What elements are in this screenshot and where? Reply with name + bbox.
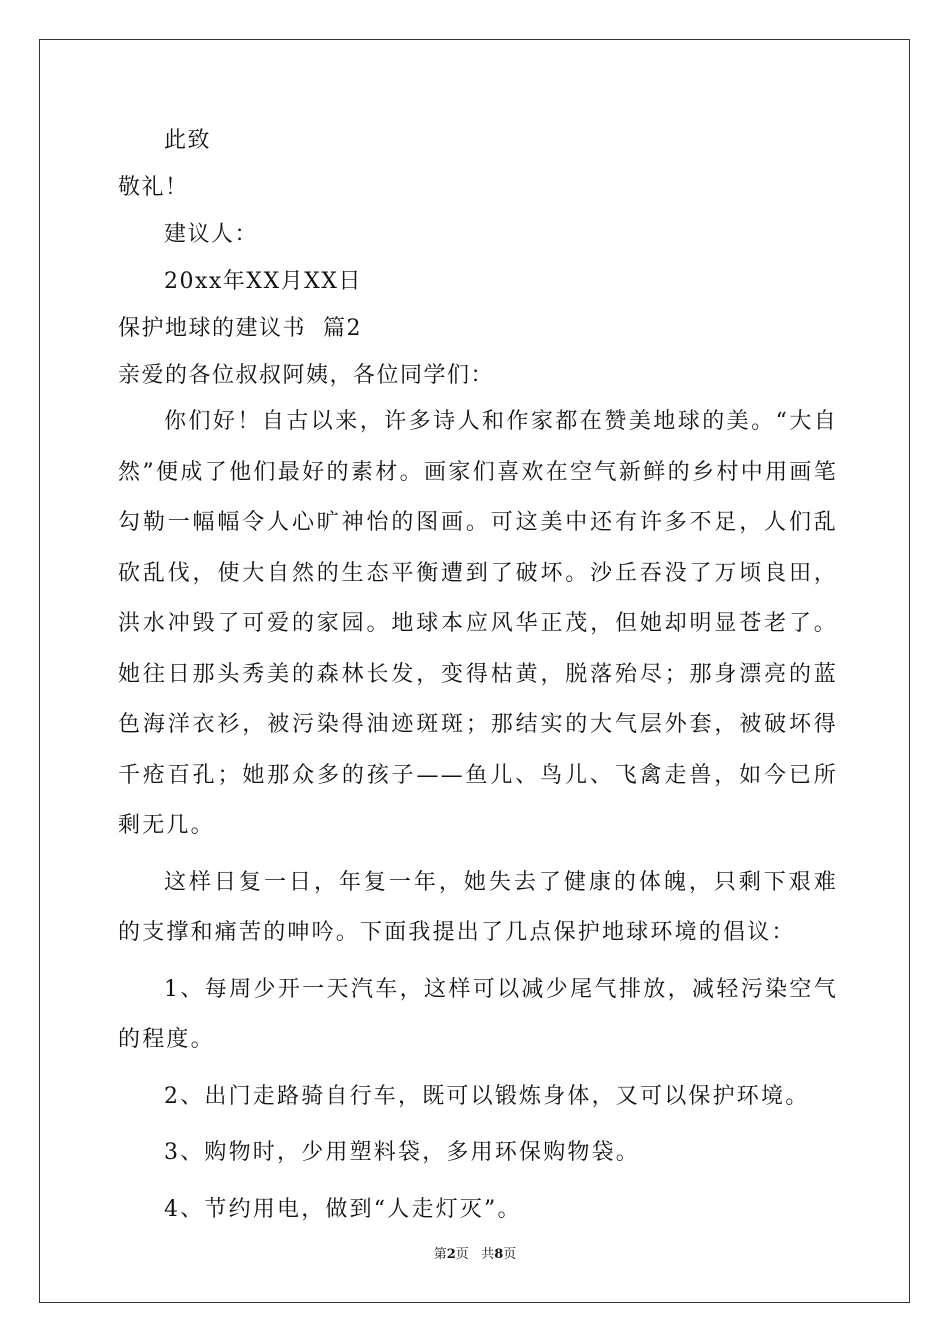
proposal-item-3: 3、购物时，少用塑料袋，多用环保购物袋。 — [164, 1140, 640, 1165]
proposal-item-1: 1、每周少开一天汽车，这样可以减少尾气排放，减轻污染空气的程度。 — [118, 976, 838, 1052]
closing-regards: 敬礼！ — [118, 175, 189, 200]
proposal-item-4: 4、节约用电，做到“人走灯灭”。 — [164, 1196, 522, 1222]
total-prefix: 共 — [481, 1247, 495, 1262]
total-suffix: 页 — [503, 1247, 517, 1262]
page-suffix: 页 — [455, 1247, 469, 1262]
closing-salutation: 此致 — [164, 128, 212, 153]
letter-date: 20xx年XX月XX日 — [164, 269, 362, 294]
paragraph-proposal: 这样日复一日，年复一年，她失去了健康的体魄，只剩下艰难的支撑和痛苦的呻吟。下面我提出了几点保护地球环境的倡议： — [118, 869, 838, 945]
paragraph-intro: 你们好！自古以来，许多诗人和作家都在赞美地球的美。“大自然”便成了他们最好的素材。画家们喜欢在空气新鲜的乡村中用画笔勾勒一幅幅令人心旷神怡的图画。可这美中还有许多不足，人们乱砍乱伐，使大自然的生态平衡遭到了破坏。沙丘吞没了万顷良田，洪水冲毁了可爱的家园。地球本应风华正茂，但她却明显苍老了。她往日那头秀美的森林长发，变得枯黄，脱落殆尽；那身漂亮的蓝色海洋衣衫，被污染得油迹斑斑；那结实的大气层外套，被破坏得千疮百孔；她那众多的孩子——鱼儿、鸟儿、飞禽走兽，如今已所剩无几。 — [118, 409, 838, 838]
signer-label: 建议人： — [164, 222, 259, 247]
page-footer — [0, 1247, 950, 1263]
letter-greeting: 亲爱的各位叔叔阿姨，各位同学们： — [118, 363, 495, 388]
proposal-item-2: 2、出门走路骑自行车，既可以锻炼身体，又可以保护环境。 — [164, 1083, 810, 1109]
document-body — [118, 128, 838, 1235]
section-title: 保护地球的建议书 篇2 — [118, 316, 362, 341]
page-prefix: 第 — [433, 1247, 447, 1262]
total-pages: 8 — [494, 1247, 504, 1262]
page-number: 2 — [446, 1247, 456, 1262]
